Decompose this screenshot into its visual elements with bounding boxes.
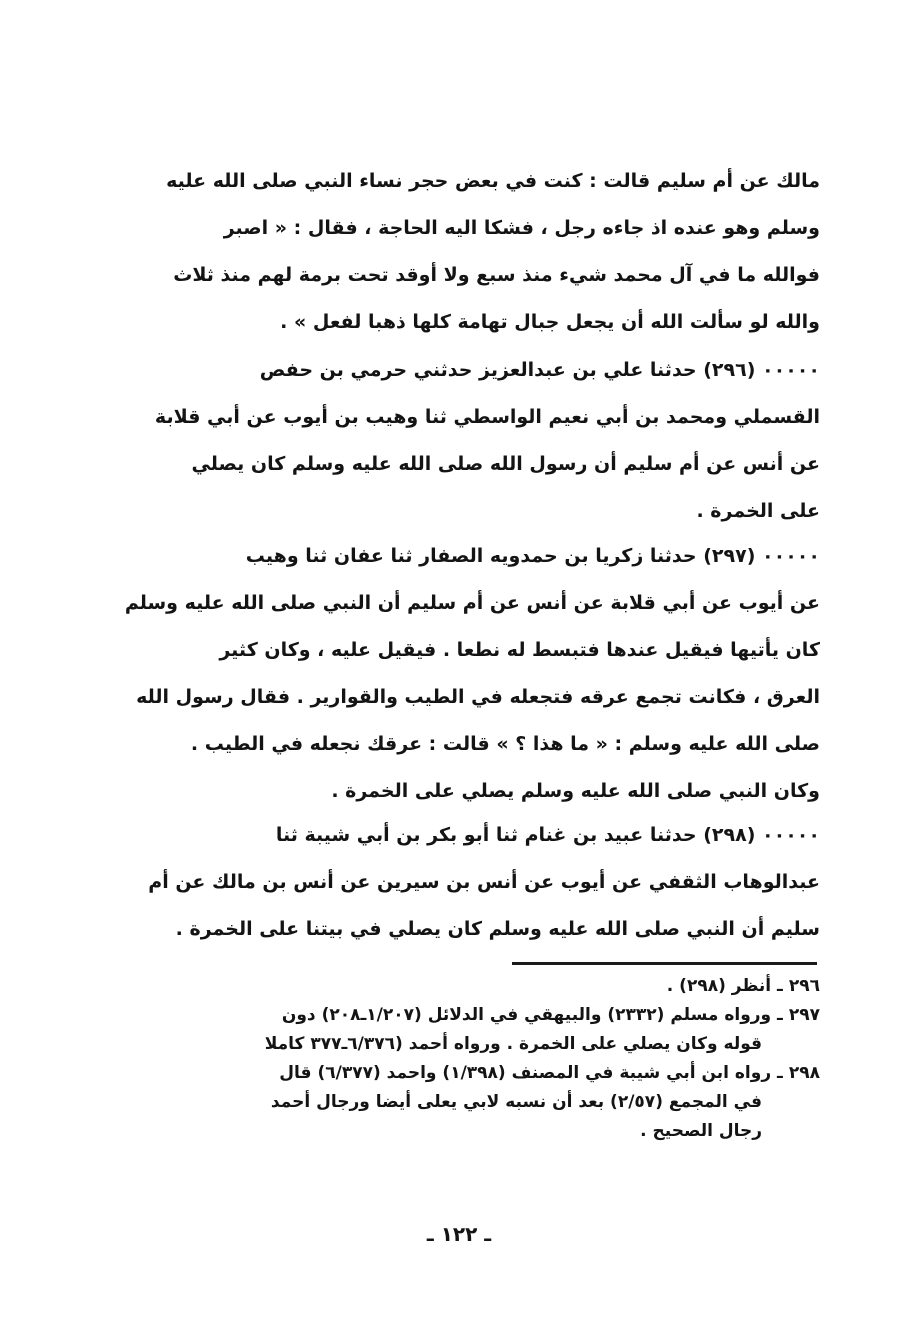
paragraph-hadith-296 <box>105 347 820 535</box>
footnote-separator <box>512 962 817 965</box>
footnote-line: رجال الصحيح . <box>640 1121 762 1141</box>
text-line: والله لو سألت الله أن يجعل جبال تهامة كلها ذهبا لفعل » . <box>280 311 820 333</box>
footnote-line <box>105 1059 820 1088</box>
text-line: ٠٠٠٠٠ (٢٩٨) حدثنا عبيد بن غنام ثنا أبو بكر بن أبي شيبة ثنا <box>275 824 820 846</box>
paragraph-hadith-295 <box>105 158 820 346</box>
footnote-text: ـ رواه ابن أبي شيبة في المصنف (١/٣٩٨) واحمد (٦/٣٧٧) قال <box>279 1063 783 1083</box>
footnote-297 <box>105 1001 820 1059</box>
footnote-line <box>105 972 820 1001</box>
footnote-line: قوله وكان يصلي على الخمرة . ورواه أحمد (٦/٣٧٦ـ٣٧٧ كاملا <box>264 1034 762 1054</box>
text-line: فوالله ما في آل محمد شيء منذ سبع ولا أوقد تحت برمة لهم منذ ثلاث <box>173 264 820 286</box>
footnote-number: ٢٩٨ <box>788 1063 820 1083</box>
text-line: العرق ، فكانت تجمع عرقه فتجعله في الطيب والقوارير . فقال رسول الله <box>136 686 820 708</box>
paragraph-hadith-297 <box>105 533 820 815</box>
footnote-296 <box>105 972 820 1001</box>
text-line: وكان النبي صلى الله عليه وسلم يصلي على الخمرة . <box>331 780 820 802</box>
footnote-number: ٢٩٧ <box>788 1005 820 1025</box>
text-line: صلى الله عليه وسلم : « ما هذا ؟ » قالت : عرقك نجعله في الطيب . <box>190 733 820 755</box>
paragraph-hadith-298 <box>105 812 820 953</box>
footnote-number: ٢٩٦ <box>788 976 820 996</box>
text-line: سليم أن النبي صلى الله عليه وسلم كان يصلي في بيتنا على الخمرة . <box>175 918 820 940</box>
page-number: ـ ١٢٢ ـ <box>426 1222 492 1246</box>
footnote-298 <box>105 1059 820 1146</box>
text-line: القسملي ومحمد بن أبي نعيم الواسطي ثنا وهيب بن أيوب عن أبي قلابة <box>154 406 820 428</box>
text-line: ٠٠٠٠٠ (٢٩٧) حدثنا زكريا بن حمدويه الصفار ثنا عفان ثنا وهيب <box>245 545 820 567</box>
footnote-text: ـ أنظر (٢٩٨) . <box>666 976 783 996</box>
footnotes <box>105 972 820 1146</box>
footnote-line <box>105 1001 820 1030</box>
text-line: عن أنس عن أم سليم أن رسول الله صلى الله عليه وسلم كان يصلي <box>191 453 820 475</box>
text-line: على الخمرة . <box>696 500 820 522</box>
footnote-text: ـ ورواه مسلم (٢٣٣٢) والبيهقي في الدلائل (١/٢٠٧ـ٢٠٨) دون <box>281 1005 783 1025</box>
text-line: وسلم وهو عنده اذ جاءه رجل ، فشكا اليه الحاجة ، فقال : « اصبر <box>223 217 820 239</box>
text-line: مالك عن أم سليم قالت : كنت في بعض حجر نساء النبي صلى الله عليه <box>166 170 820 192</box>
text-line: ٠٠٠٠٠ (٢٩٦) حدثنا علي بن عبدالعزيز حدثني حرمي بن حفص <box>259 359 820 381</box>
text-line: عبدالوهاب الثقفي عن أيوب عن أنس بن سيرين عن أنس بن مالك عن أم <box>148 871 820 893</box>
text-line: كان يأتيها فيقيل عندها فتبسط له نطعا . فيقيل عليه ، وكان كثير <box>219 639 820 661</box>
text-line: عن أيوب عن أبي قلابة عن أنس عن أم سليم أن النبي صلى الله عليه وسلم <box>124 592 820 614</box>
footnote-line: في المجمع (٢/٥٧) بعد أن نسبه لابي يعلى أيضا ورجال أحمد <box>270 1092 762 1112</box>
